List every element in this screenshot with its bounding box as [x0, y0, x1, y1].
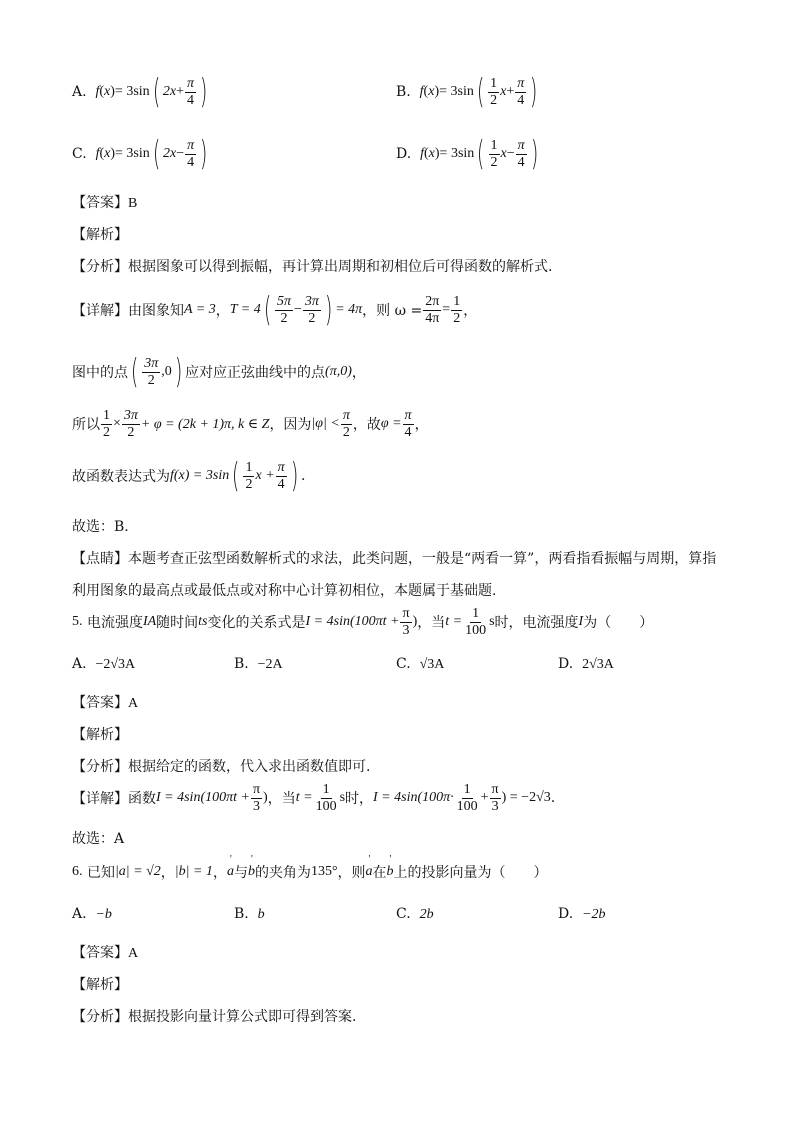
q4-option-c: C. f ( x ) = 3sin ( 2x − $\frac{\pi}{4}$ ) — [72, 134, 208, 174]
q6-answer: 【答案】A — [72, 945, 139, 961]
q4-choose: 故选：B. — [72, 519, 129, 535]
answer-tag: 【答案】 — [72, 195, 128, 211]
q5-option-d: D. 2√3A — [558, 656, 614, 672]
q4-fenxi: 【分析】根据图象可以得到振幅，再计算出周期和初相位后可得函数的解析式. — [72, 259, 553, 275]
q6-option-b: B. b — [234, 906, 265, 922]
q6-option-d: D. −2b — [558, 906, 606, 922]
q5-option-c: C. √3A — [396, 656, 445, 672]
q5-option-a: A. −2√3A — [72, 656, 136, 672]
q6-option-c: C. 2b — [396, 906, 434, 922]
q4-so: 所以 $\frac{1}{2}$ × $\frac{3\pi}{2}$ + φ = (2k + 1)π, k ∈ Z ，因为 |φ| < $\frac{\pi}{2}$ ，故 φ = $\frac{\pi}{4}$ ， — [72, 407, 429, 440]
q4-option-b: B. f ( x ) = 3sin ( $\frac{1}{2}$ x + $\frac{\pi}{4}$ ) — [396, 72, 538, 112]
q5-analysis-tag: 【解析】 — [72, 727, 128, 743]
q5-stem: 5. 电流强度 IA 随时间 ts 变化的关系式是 I = 4sin(100πt + $\frac{\pi}{3}$ ) ，当 t = $\frac{1}{100}$ s 时，电流强度 I 为（ ） — [72, 605, 654, 638]
q4-answer: 【答案】B — [72, 195, 138, 211]
q4-dianjing-line1: 【点睛】本题考查正弦型函数解析式的求法，此类问题，一般是“两看一算”，两看指看振幅与周期，算指 — [72, 551, 717, 567]
q6-stem: 6. 已知 |a| = √2 ， |b| = 1 ， ' a 与 ' b 的夹角为 135° ，则 ' a 在 ' b 上的投影向量为（ ） — [72, 852, 548, 892]
q5-option-b: B. −2A — [234, 656, 283, 672]
q6-fenxi: 【分析】根据投影向量计算公式即可得到答案. — [72, 1009, 357, 1025]
q6-option-a: A. −b — [72, 906, 112, 922]
q4-point: 图中的点 ( $\frac{3\pi}{2}$ ,0 ) 应对应正弦曲线中的点 (π,0) ， — [72, 352, 366, 392]
q4-dianjing-line2: 利用图象的最高点或最低点或对称中心计算初相位，本题属于基础题. — [72, 583, 497, 599]
q4-option-a: A. f ( x ) = 3sin ( 2x + $\frac{\pi}{4}$ ) — [72, 72, 208, 112]
q4-final: 故函数表达式为 f(x) = 3sin ( $\frac{1}{2}$ x + $\frac{\pi}{4}$ ) . — [72, 456, 306, 496]
q4-option-d: D. f ( x ) = 3sin ( $\frac{1}{2}$ x − $\frac{\pi}{4}$ ) — [396, 134, 538, 174]
q4-detail: 【详解】 由图象知 A = 3 ， T = 4 ( $\frac{5\pi}{2}$ − $\frac{3\pi}{2}$ ) = 4π ，则 ω = $\frac{2\pi}{4\pi}$ = $\frac{1}{2}$ ， — [72, 290, 478, 330]
q5-answer: 【答案】A — [72, 695, 139, 711]
q5-fenxi: 【分析】根据给定的函数，代入求出函数值即可. — [72, 759, 371, 775]
q4-analysis-tag: 【解析】 — [72, 227, 128, 243]
q5-detail: 【详解】 函数 I = 4sin(100πt + $\frac{\pi}{3}$ ) ，当 t = $\frac{1}{100}$ s 时， I = 4sin(100π· $\frac{1}{100}$ + $\frac{\pi}{3}$ ) = −2√3 . — [72, 781, 556, 814]
q6-analysis-tag: 【解析】 — [72, 977, 128, 993]
q5-choose: 故选：A — [72, 831, 125, 847]
